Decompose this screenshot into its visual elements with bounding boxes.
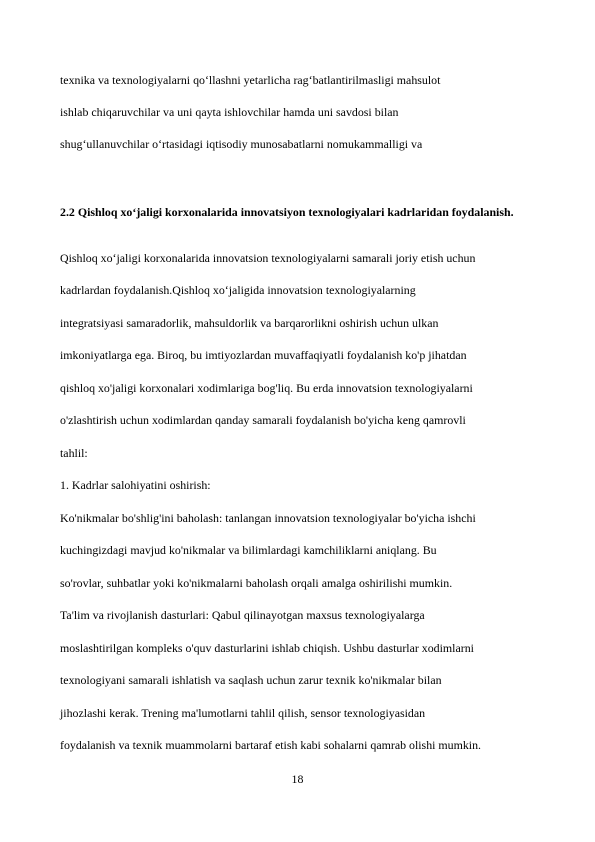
body-line: so'rovlar, suhbatlar yoki ko'nikmalarni baholash orqali amalga oshirilishi mumkin. xyxy=(60,576,453,590)
intro-line: texnika va texnologiyalarni qo‘llashni yetarlicha rag‘batlantirilmasligi mahsulot xyxy=(60,73,441,87)
body-line: foydalanish va texnik muammolarni bartaraf etish kabi sohalarni qamrab olishi mumkin. xyxy=(60,738,482,752)
page-number: 18 xyxy=(291,772,304,786)
body-line: integratsiyasi samaradorlik, mahsuldorlik va barqarorlikni oshirish uchun ulkan xyxy=(60,316,439,330)
body-line: jihozlashi kerak. Trening ma'lumotlarni tahlil qilish, sensor texnologiyasidan xyxy=(60,706,426,720)
body-line: qishloq xo'jaligi korxonalari xodimlariga bog'liq. Bu erda innovatsion texnologiyalarni xyxy=(60,381,473,395)
body-line: o'zlashtirish uchun xodimlardan qanday samarali foydalanish bo'yicha keng qamrovli xyxy=(60,413,466,427)
body-line: Ta'lim va rivojlanish dasturlari: Qabul qilinayotgan maxsus texnologiyalarga xyxy=(60,608,425,622)
body-line: moslashtirilgan kompleks o'quv dasturlarini ishlab chiqish. Ushbu dasturlar xodimlarni xyxy=(60,641,474,655)
body-line: Qishloq xo‘jaligi korxonalarida innovatsion texnologiyalarni samarali joriy etish uchun xyxy=(60,251,476,265)
body-line: kuchingizdagi mavjud ko'nikmalar va bilimlardagi kamchiliklarni aniqlang. Bu xyxy=(60,543,437,557)
body-line: kadrlardan foydalanish.Qishloq xo‘jaligida innovatsion texnologiyalarning xyxy=(60,283,416,297)
intro-line: ishlab chiqaruvchilar va uni qayta ishlovchilar hamda uni savdosi bilan xyxy=(60,105,399,119)
body-line: imkoniyatlarga ega. Biroq, bu imtiyozlardan muvaffaqiyatli foydalanish ko'p jihatdan xyxy=(60,348,467,362)
body-line: Ko'nikmalar bo'shlig'ini baholash: tanlangan innovatsion texnologiyalar bo'yicha ishchi xyxy=(60,511,476,525)
body-line: texnologiyani samarali ishlatish va saqlash uchun zarur texnik ko'nikmalar bilan xyxy=(60,673,442,687)
intro-line: shug‘ullanuvchilar o‘rtasidagi iqtisodiy munosabatlarni nomukammalligi va xyxy=(60,137,423,151)
body-line: tahlil: xyxy=(60,446,88,460)
list-item-heading: 1. Kadrlar salohiyatini oshirish: xyxy=(60,478,211,492)
section-heading: 2.2 Qishloq xo‘jaligi korxonalarida innovatsiyon texnologiyalari kadrlaridan foydalanish. xyxy=(60,205,514,219)
